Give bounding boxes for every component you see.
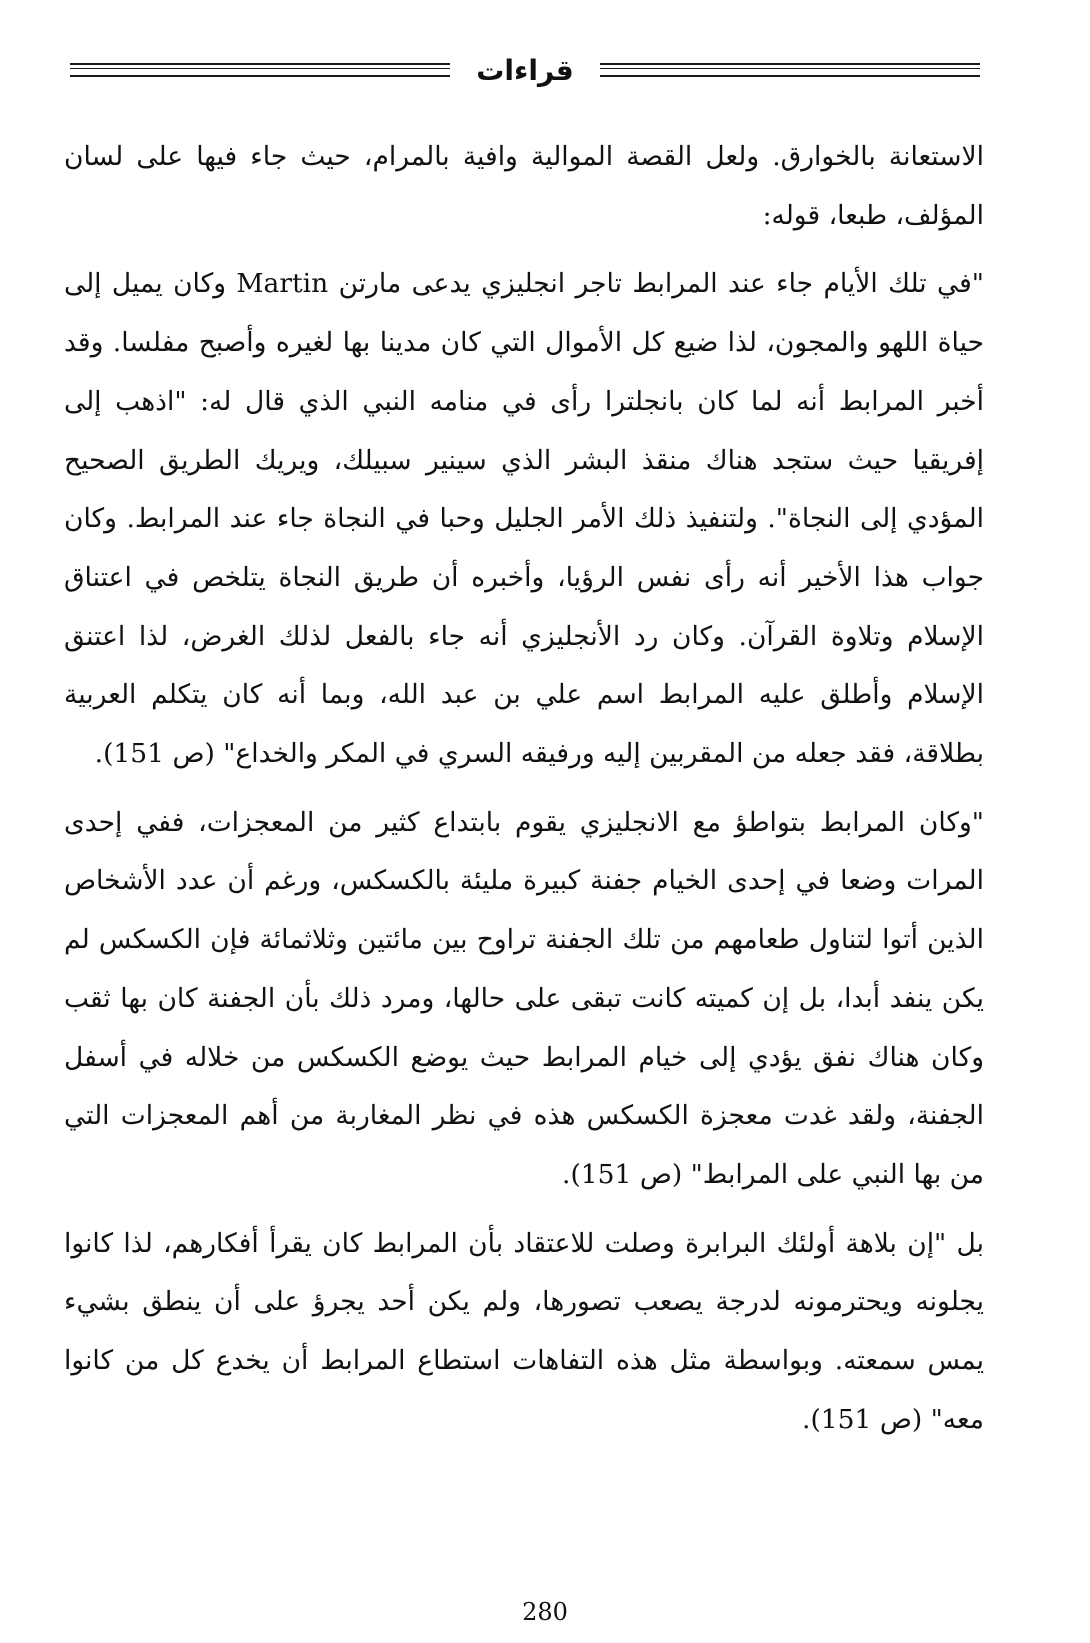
paragraph-2: "في تلك الأيام جاء عند المرابط تاجر انجليزي يدعى مارتن Martin وكان يميل إلى حياة اللهو والمجون، لذا ضيع كل الأموال التي كان مدينا بها لغيره وأصبح مفلسا. وقد أخبر المرابط أنه لما كان بانجلترا رأى في منامه النبي الذي قال له: "اذهب إلى إفريقيا حيث ستجد هناك منقذ البشر الذي سينير سبيلك، ويريك الطريق الصحيح المؤدي إلى النجاة". ولتنفيذ ذلك الأمر الجليل وحبا في النجاة جاء عند المرابط. وكان جواب هذا الأخير أنه رأى نفس الرؤيا، وأخبره أن طريق النجاة يتلخص في اعتناق الإسلام وتلاوة القرآن. وكان رد الأنجليزي أنه جاء بالفعل لذلك الغرض، لذا اعتنق الإسلام وأطلق عليه المرابط اسم علي بن عبد الله، وبما أنه كان يتكلم العربية بطلاقة، فقد جعله من المقربين إليه ورفيقه السري في المكر والخداع" (ص 151). xyxy=(64,268,985,770)
page-number: 280 xyxy=(522,1598,568,1626)
paragraph-4: بل "إن بلاهة أولئك البرابرة وصلت للاعتقاد بأن المرابط كان يقرأ أفكارهم، لذا كانوا يجلونه ويحترمونه لدرجة يصعب تصورها، ولم يكن أحد يجرؤ على أن ينطق بشيء يمس سمعته. وبواسطة مثل هذه التفاهات استطاع المرابط أن يخدع كل من كانوا معه" (ص 151). xyxy=(64,1227,984,1435)
header-rule-left xyxy=(70,63,450,77)
running-header xyxy=(70,50,980,90)
running-title: قراءات xyxy=(476,53,574,87)
paragraph-1: الاستعانة بالخوارق. ولعل القصة الموالية وافية بالمرام، حيث جاء فيها على لسان المؤلف، طبعا، قوله: xyxy=(64,141,984,231)
paragraph-3: "وكان المرابط بتواطؤ مع الانجليزي يقوم بابتداع كثير من المعجزات، ففي إحدى المرات وضعا في إحدى الخيام جفنة كبيرة مليئة بالكسكس، ورغم أن عدد الأشخاص الذين أتوا لتناول طعامهم من تلك الجفنة تراوح بين مائتين وثلاثمائة فإن الكسكس لم يكن ينفد أبدا، بل إن كميته كانت تبقى على حالها، ومرد ذلك بأن الجفنة كان بها ثقب وكان هناك نفق يؤدي إلى خيام المرابط حيث يوضع الكسكس من خلاله في أسفل الجفنة، ولقد غدت معجزة الكسكس هذه في نظر المغاربة من أهم المعجزات التي من بها النبي على المرابط" (ص 151). xyxy=(64,806,984,1190)
body-text xyxy=(64,128,984,1449)
header-rule-right xyxy=(600,63,980,77)
